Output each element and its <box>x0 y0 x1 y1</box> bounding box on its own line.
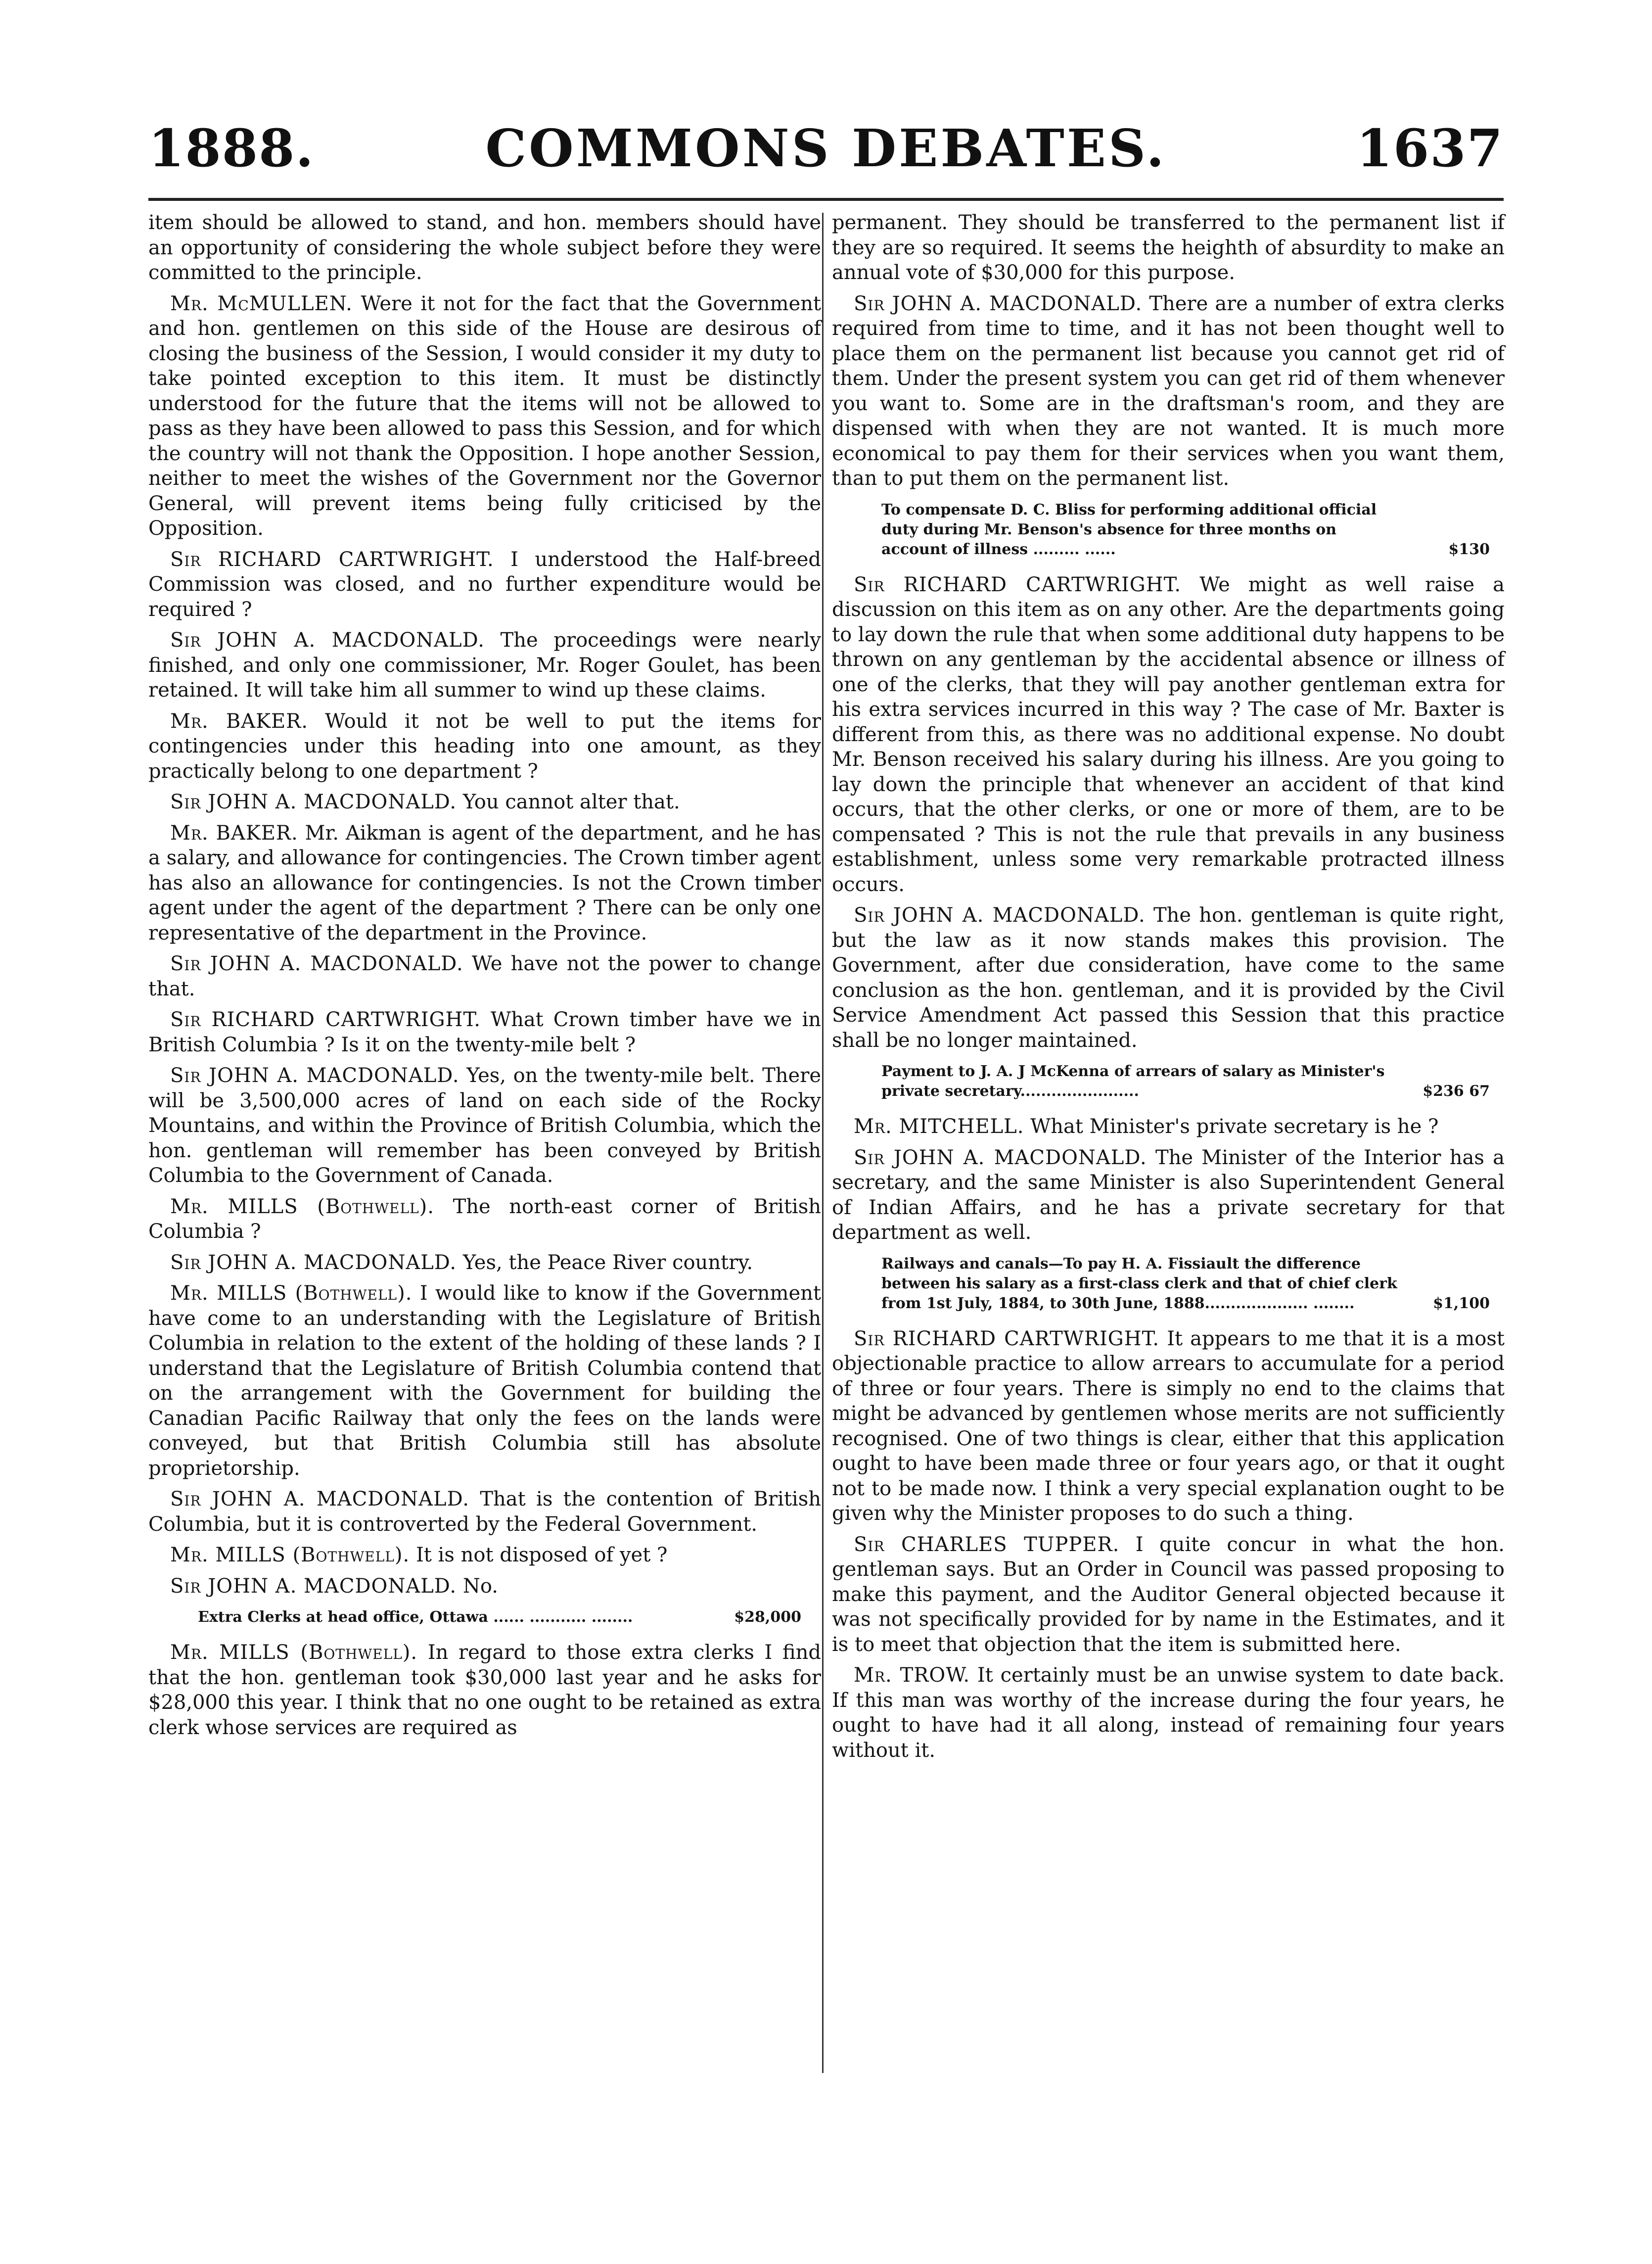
right-paragraphs-a <box>832 210 1505 491</box>
paragraph <box>832 903 1505 1053</box>
paragraph <box>148 790 821 815</box>
paragraph <box>832 291 1505 491</box>
speech-text: The proceedings were nearly finished, and only one commissioner, Mr. Roger Goulet, has been retained. It will take him all summer to wind up these claims. <box>148 629 822 702</box>
speech-text: permanent. They should be transferred to the permanent list if they are so required. It seems the heighth of absurdity to make an annual vote of $30,000 for this purpose. <box>832 211 1505 284</box>
estimate-item-text: Payment to J. A. J McKenna of arrears of salary as Minister's private secretary....................... <box>881 1063 1385 1100</box>
year-label: 1888. <box>148 118 315 179</box>
speech-text: The north-east corner of British Columbia ? <box>148 1195 822 1243</box>
speech-text: Would it not be well to put the items for contingencies under this heading into one amount, as they practically belong to one department ? <box>148 709 821 783</box>
right-column <box>832 210 1505 1769</box>
right-paragraphs-c <box>832 1114 1505 1245</box>
speaker-name: Mr. MILLS (Bothwell). <box>170 1282 413 1305</box>
speech-text: I would like to know if the Government have come to an understanding with the Legislature of British Columbia in relation to the extent of the holding of these lands ? I understand that the Legislature of British Columbia contend that on the arrangement with the Government for building the Canadian Pacific Railway that only the fees on the lands were conveyed, but that British Columbia still has absolute proprietorship. <box>148 1282 821 1480</box>
paragraph <box>148 951 821 1001</box>
speaker-name: Sir JOHN A. MACDONALD. <box>170 1064 459 1087</box>
paragraph <box>148 210 821 285</box>
speaker-name: Sir JOHN A. MACDONALD. <box>170 791 457 813</box>
speaker-name: Sir JOHN A. MACDONALD. <box>854 904 1146 927</box>
speaker-name: Sir RICHARD CARTWRIGHT. <box>854 1327 1160 1350</box>
speech-text: Yes, on the twenty-mile belt. There will be 3,500,000 acres of land on each side of the Rocky Mountains, and within the Province of British Columbia, which the hon. gentleman will remember has been conveyed by British Columbia to the Government of Canada. <box>148 1064 822 1187</box>
speech-text: It is not disposed of yet ? <box>415 1544 668 1566</box>
paragraph <box>832 1114 1505 1139</box>
header-rule <box>148 198 1504 201</box>
speaker-name: Mr. McMULLEN. <box>170 292 353 315</box>
paragraph <box>832 1326 1505 1526</box>
speaker-name: Mr. BAKER. <box>170 709 309 733</box>
paragraph <box>148 1574 821 1599</box>
estimate-item-amount: $28,000 <box>734 1608 801 1626</box>
estimate-item-text: Railways and canals—To pay H. A. Fissiault the difference between his salary as a first-class clerk and that of chief clerk from 1st July, 1884, to 30th June, 1888.................... ........ <box>881 1255 1397 1312</box>
paragraph <box>148 291 821 541</box>
speaker-name: Sir JOHN A. MACDONALD. <box>170 629 485 652</box>
speaker-name: Mr. BAKER. <box>170 821 298 845</box>
estimate-item-amount: $130 <box>1448 540 1490 558</box>
estimate-item-extra-clerks <box>198 1607 821 1627</box>
publication-title: COMMONS DEBATES. <box>485 118 1167 179</box>
speech-text: Yes, the Peace River country. <box>462 1251 753 1274</box>
speech-text: The hon. gentleman is quite right, but the law as it now stands makes this provision. The Government, after due consideration, have come to the same conclusion as the hon. gentleman, and it is provided by the Civil Service Amendment Act passed this Session that this practice shall be no longer maintained. <box>832 904 1505 1052</box>
paragraph <box>832 210 1505 285</box>
page-number: 1637 <box>1356 118 1504 179</box>
estimate-item-bliss <box>881 500 1505 560</box>
paragraph <box>148 1543 821 1568</box>
speaker-name: Sir JOHN A. MACDONALD. <box>854 1146 1147 1169</box>
paragraph <box>832 1663 1505 1763</box>
speech-text: What Minister's private secretary is he ? <box>1030 1115 1439 1138</box>
page-header <box>148 114 1504 193</box>
paragraph <box>148 821 821 946</box>
paragraph <box>148 1194 821 1244</box>
speech-text: In regard to those extra clerks I find that the hon. gentleman took $30,000 last year and he asks for $28,000 this year. I think that no one ought to be retained as extra clerk whose services are required as <box>148 1641 822 1739</box>
left-paragraphs <box>148 210 821 1599</box>
speaker-name: Mr. MILLS (Bothwell). <box>170 1195 434 1218</box>
paragraph <box>148 628 821 703</box>
speech-text: Were it not for the fact that the Government and hon. gentlemen on this side of the House are desirous of closing the business of the Session, I would consider it my duty to take pointed exception to this item. It must be distinctly understood for the future that the items will not be allowed to pass as they have been allowed to pass this Session, and for which the country will not thank the Opposition. I hope another Session, neither to meet the wishes of the Government nor the Governor General, will prevent items being fully criticised by the Opposition. <box>148 292 821 540</box>
paragraph <box>832 572 1505 897</box>
estimate-item-mckenna <box>881 1062 1505 1101</box>
estimate-item-amount: $1,100 <box>1433 1294 1490 1312</box>
speech-text: That is the contention of British Columbia, but it is controverted by the Federal Government. <box>148 1488 822 1536</box>
speaker-name: Mr. MITCHELL. <box>854 1115 1024 1138</box>
paragraph <box>148 709 821 784</box>
speaker-name: Sir JOHN A. MACDONALD. <box>170 1574 457 1598</box>
speech-text: I understood the Half-breed Commission was closed, and no further expenditure would be required ? <box>148 548 821 621</box>
speech-text: No. <box>462 1574 498 1598</box>
paragraph <box>148 1063 821 1188</box>
speaker-name: Sir RICHARD CARTWRIGHT. <box>170 548 494 571</box>
speaker-name: Sir JOHN A. MACDONALD. <box>854 292 1143 315</box>
speech-text: You cannot alter that. <box>462 791 680 813</box>
speaker-name: Sir JOHN A. MACDONALD. <box>170 952 463 975</box>
speech-text: It appears to me that it is a most objectionable practice to allow arrears to accumulate for a period of three or four years. There is simply no end to the claims that might be advanced by gentlemen whose merits are not sufficiently recognised. One of two things is clear, either that this application ought to have been made three or four years ago, or that it ought not to be made now. I think a very special explanation ought to be given why the Minister proposes to do such a thing. <box>832 1327 1505 1525</box>
speaker-name: Sir RICHARD CARTWRIGHT. <box>854 573 1182 596</box>
speech-text: What Crown timber have we in British Columbia ? Is it on the twenty-mile belt ? <box>148 1008 821 1056</box>
speech-text: It certainly must be an unwise system to date back. If this man was worthy of the increase during the four years, he ought to have had it all along, instead of remaining four years without it. <box>832 1664 1505 1762</box>
estimate-item-text: To compensate D. C. Bliss for performing additional official duty during Mr. Benson's absence for three months on account of illness ......... ...... <box>881 501 1377 558</box>
paragraph <box>832 1532 1505 1657</box>
speaker-name: Mr. MILLS (Bothwell). <box>170 1641 418 1664</box>
paragraph <box>148 547 821 622</box>
left-column <box>148 210 821 1746</box>
paragraph <box>148 1250 821 1275</box>
paragraph <box>148 1281 821 1481</box>
speech-text: We have not the power to change that. <box>148 952 821 1000</box>
speech-text: I quite concur in what the hon. gentleman says. But an Order in Council was passed proposing to make this payment, and the Auditor General objected because it was not specifically provided for by name in the Estimates, and it is to meet that objection that the item is submitted here. <box>832 1533 1505 1656</box>
right-paragraphs-d <box>832 1326 1505 1763</box>
estimate-item-fissiault <box>881 1254 1505 1314</box>
speaker-name: Sir JOHN A. MACDONALD. <box>170 1251 457 1274</box>
speech-text: The Minister of the Interior has a secretary, and the same Minister is also Superintendent General of Indian Affairs, and he has a private secretary for that department as well. <box>832 1146 1505 1244</box>
paragraph <box>832 1145 1505 1245</box>
column-divider <box>822 213 824 2073</box>
paragraph <box>148 1487 821 1537</box>
estimate-item-text: Extra Clerks at head office, Ottawa ...... ........... ........ <box>198 1608 633 1626</box>
speech-text: item should be allowed to stand, and hon. members should have an opportunity of considering the whole subject before they were committed to the principle. <box>148 211 821 284</box>
speaker-name: Sir CHARLES TUPPER. <box>854 1533 1120 1556</box>
speaker-name: Sir RICHARD CARTWRIGHT. <box>170 1008 481 1031</box>
estimate-item-amount: $236 67 <box>1423 1083 1490 1100</box>
speaker-name: Mr. MILLS (Bothwell). <box>170 1544 410 1566</box>
speech-text: We might as well raise a discussion on this item as on any other. Are the departments going to lay down the rule that when some additional duty happens to be thrown on any gentleman by the accidental absence or illness of one of the clerks, that they will pay another gentleman extra for his extra services incurred in this way ? The case of Mr. Baxter is different from this, as there was no additional expense. No doubt Mr. Benson received his salary during his illness. Are you going to lay down the principle that whenever an accident of that kind occurs, that the other clerks, or one or more of them, are to be compensated ? This is not the rule that prevails in any business establishment, unless some very remarkable protracted illness occurs. <box>832 573 1505 896</box>
paragraph <box>148 1007 821 1057</box>
speech-text: Mr. Aikman is agent of the department, and he has a salary, and allowance for contingencies. The Crown timber agent has also an allowance for contingencies. Is not the Crown timber agent under the agent of the department ? There can be only one representative of the department in the Province. <box>148 821 822 944</box>
speech-text: There are a number of extra clerks required from time to time, and it has not been thought well to place them on the permanent list because you cannot get rid of them. Under the present system you can get rid of them whenever you want to. Some are in the draftsman's room, and they are dispensed with when they are not wanted. It is much more economical to pay them for their services when you want them, than to put them on the permanent list. <box>832 292 1505 490</box>
speaker-name: Sir JOHN A. MACDONALD. <box>170 1488 469 1510</box>
right-paragraphs-b <box>832 572 1505 1053</box>
speaker-name: Mr. TROW. <box>854 1664 970 1687</box>
paragraph <box>148 1640 821 1740</box>
